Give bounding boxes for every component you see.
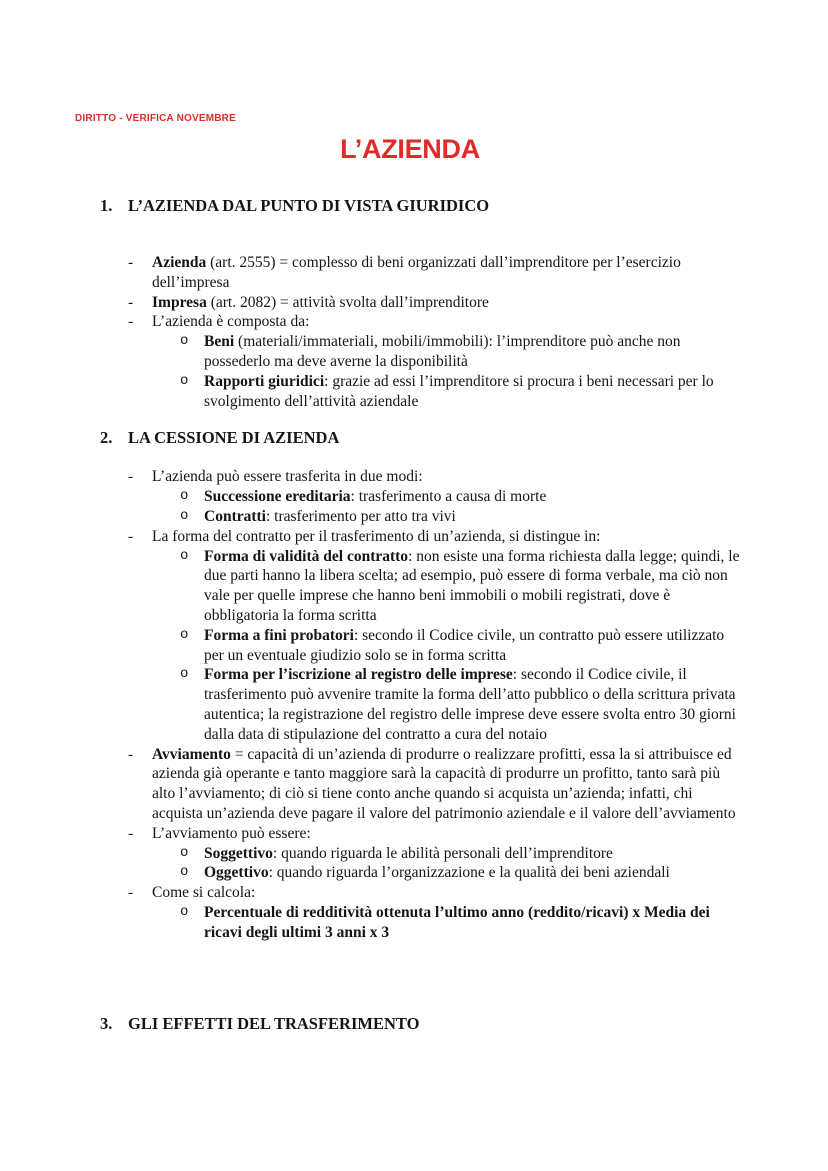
list-item [100,253,745,293]
text-run: Forma per l’iscrizione al registro delle imprese [204,666,513,684]
list-item [100,332,745,372]
text-run: L’azienda può essere trasferita in due modi: [152,468,423,486]
text-run: : grazie ad essi l’imprenditore si procura i beni necessari per lo svolgimento dell’attività aziendale [204,372,714,410]
list-item [100,467,745,487]
text-run: Forma a fini probatori [204,626,354,644]
text-run: Successione ereditaria [204,488,351,506]
text-run: : secondo il Codice civile, il trasferimento può avvenire tramite la forma dell’atto pubblico o della scrittura privata autentica; la registrazione del registro delle imprese deve essere svolta entro 30 giorni dalla data di stipulazione del contratto a cura del notaio [204,666,736,743]
text-run: Avviamento [152,745,231,763]
list-item-text [152,824,745,844]
list-item [100,883,745,903]
sub-bullet-marker: o [180,547,189,564]
list-item [100,312,745,332]
text-run: : secondo il Codice civile, un contratto può essere utilizzato per un eventuale giudizio solo se in forma scritta [204,626,725,664]
text-run: Beni [204,333,235,351]
bullet-list [100,467,745,942]
text-run: L’azienda è composta da: [152,313,310,331]
list-item-text [204,863,745,883]
page-title: L’AZIENDA [340,134,480,164]
list-item-text [152,312,745,332]
text-run: (art. 2555) = complesso di beni organizzati dall’imprenditore per l’esercizio dell’impresa [152,254,681,291]
bullet-list [100,253,745,411]
section-number: 1. [100,196,113,215]
list-item [100,527,745,547]
section-title: LA CESSIONE DI AZIENDA [128,428,340,448]
list-item-text [204,844,745,864]
section-heading [100,1013,745,1035]
list-item [100,863,745,883]
text-run: Soggettivo [204,844,273,862]
list-item-text [152,293,745,313]
list-item-text [204,903,745,943]
bullet-marker: - [128,254,134,271]
text-run: Forma di validità del contratto [204,547,409,565]
section-heading [100,427,745,449]
list-item [100,745,745,824]
list-item-text [204,547,745,626]
text-run: Contratti [204,507,266,525]
text-run: : quando riguarda l’organizzazione e la qualità dei beni aziendali [268,864,670,882]
sub-bullet-marker: o [180,372,189,389]
sub-bullet-marker: o [180,903,189,920]
text-run: Come si calcola: [152,884,256,902]
bullet-marker: - [128,468,134,486]
bullet-marker: - [128,313,134,331]
text-run: (art. 2082) = attività svolta dall’imprenditore [206,293,489,311]
list-item [100,626,745,666]
document-body [75,195,745,1035]
list-item-text [204,332,745,372]
sub-bullet-marker: o [180,626,189,643]
text-run: (materiali/immateriali, mobili/immobili): l’imprenditore può anche non possederlo ma deve averne la disponibilità [204,333,681,370]
sub-bullet-marker: o [180,507,189,524]
section-heading [100,195,745,217]
list-item-text [204,487,745,507]
sub-bullet-marker: o [180,844,189,861]
text-run: Percentuale di redditività ottenuta l’ultimo anno (reddito/ricavi) x Media dei ricavi degli ultimi 3 anni x 3 [204,903,710,941]
text-run: La forma del contratto per il trasferimento di un’azienda, si distingue in: [152,527,601,545]
text-run: Impresa [152,293,207,311]
list-item-text [152,253,745,293]
list-item [100,824,745,844]
sub-bullet-marker: o [180,488,189,505]
text-run: Azienda [152,254,207,271]
sub-bullet-marker: o [180,864,189,881]
text-run: L’avviamento può essere: [152,824,311,842]
text-run: = capacità di un’azienda di produrre o realizzare profitti, essa la si attribuisce ed azienda già operante e tanto maggiore sarà la capacità di produrre un profitto, tanto sarà più alto l’avviamento; di ciò si tiene conto anche quando si acquista un’azienda; infatti, chi acquista un’azienda deve pagare il valore del patrimonio aziendale e il valore dell’avviamento [152,745,736,822]
sub-bullet-marker: o [180,666,189,683]
list-item [100,665,745,744]
text-run: : quando riguarda le abilità personali dell’imprenditore [272,844,613,862]
list-item-text [152,745,745,824]
list-item [100,903,745,943]
text-run: : trasferimento a causa di morte [350,488,547,506]
bullet-marker: - [128,293,134,311]
list-item [100,547,745,626]
sub-bullet-marker: o [180,333,189,350]
list-item-text [204,665,745,744]
section-title: GLI EFFETTI DEL TRASFERIMENTO [128,1013,420,1033]
section [100,195,745,411]
text-run: : trasferimento per atto tra vivi [266,507,456,525]
section-title: L’AZIENDA DAL PUNTO DI VISTA GIURIDICO [128,196,490,215]
bullet-marker: - [128,745,134,763]
text-run: Oggettivo [204,864,269,882]
list-item-text [152,527,745,547]
text-run: Rapporti giuridici [204,372,325,390]
section-number: 2. [100,428,113,448]
section [100,1013,745,1035]
list-item-text [152,467,745,487]
bullet-marker: - [128,824,134,842]
list-item-text [204,372,745,412]
list-item [100,372,745,412]
section-number: 3. [100,1013,113,1033]
list-item-text [152,883,745,903]
document-label: DIRITTO - VERIFICA NOVEMBRE [75,113,236,124]
list-item [100,844,745,864]
list-item [100,487,745,507]
list-item [100,293,745,313]
list-item-text [204,626,745,666]
section [100,427,745,942]
bullet-marker: - [128,884,134,902]
bullet-marker: - [128,527,134,545]
list-item-text [204,507,745,527]
list-item [100,507,745,527]
text-run: : non esiste una forma richiesta dalla legge; quindi, le due parti hanno la libera scelta; ad esempio, può essere di forma verbale, ma ciò non vale per quelle imprese che hanno beni immobili o mobili registrati, dove è obbligatoria la forma scritta [204,547,740,624]
